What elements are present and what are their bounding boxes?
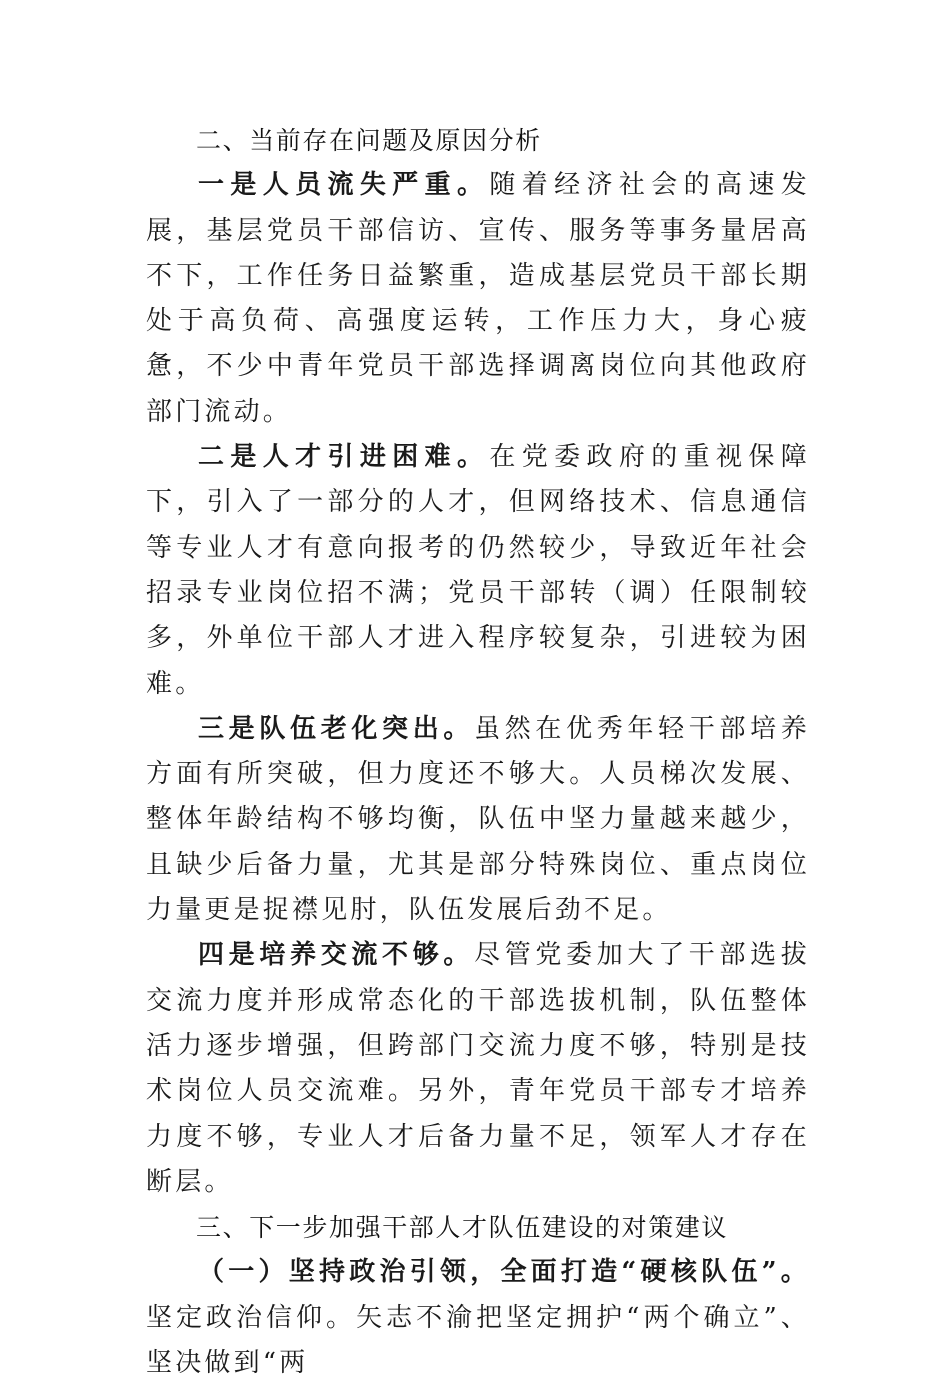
paragraph-training-exchange [146,933,810,1205]
paragraph-lead: 四是培养交流不够。 [198,940,475,971]
paragraph-text: 尽管党委加大了干部选拔交流力度并形成常态化的干部选拔机制，队伍整体活力逐步增强，但跨部门交流力度不够，特别是技术岗位人员交流难。另外，青年党员干部专才培养力度不够，专业人才后备力量不足，领军人才存在断层。 [146,940,810,1197]
paragraph-text: 在党委政府的重视保障下，引入了一部分的人才，但网络技术、信息通信等专业人才有意向报考的仍然较少，导致近年社会招录专业岗位招不满；党员干部转（调）任限制较多，外单位干部人才进入程序较复杂，引进较为困难。 [146,442,810,699]
section-heading-suggestions: 三、下一步加强干部人才队伍建设的对策建议 [196,1213,729,1243]
paragraph-talent-recruitment [146,435,810,707]
paragraph-political-guidance [146,1250,810,1386]
paragraph-lead: 二是人才引进困难。 [198,442,490,473]
paragraph-lead: 一是人员流失严重。 [198,170,490,201]
document-body [146,118,810,1386]
paragraph-lead: （一）坚持政治引领，全面打造“硬核队伍”。 [198,1257,810,1288]
paragraph-team-aging [146,707,810,933]
paragraph-lead: 三是队伍老化突出。 [198,713,475,744]
paragraph-text: 随着经济社会的高速发展，基层党员干部信访、宣传、服务等事务量居高不下，工作任务日益繁重，造成基层党员干部长期处于高负荷、高强度运转，工作压力大，身心疲惫，不少中青年党员干部选择调离岗位向其他政府部门流动。 [146,170,810,427]
paragraph-staff-loss [146,163,810,435]
paragraph-text: 虽然在优秀年轻干部培养方面有所突破，但力度还不够大。人员梯次发展、整体年龄结构不够均衡，队伍中坚力量越来越少，且缺少后备力量，尤其是部分特殊岗位、重点岗位力量更是捉襟见肘，队伍发展后劲不足。 [146,713,810,926]
paragraph-text: 坚定政治信仰。矢志不渝把坚定拥护“两个确立”、坚决做到“两 [146,1302,810,1379]
section-heading-problems: 二、当前存在问题及原因分析 [196,126,542,155]
